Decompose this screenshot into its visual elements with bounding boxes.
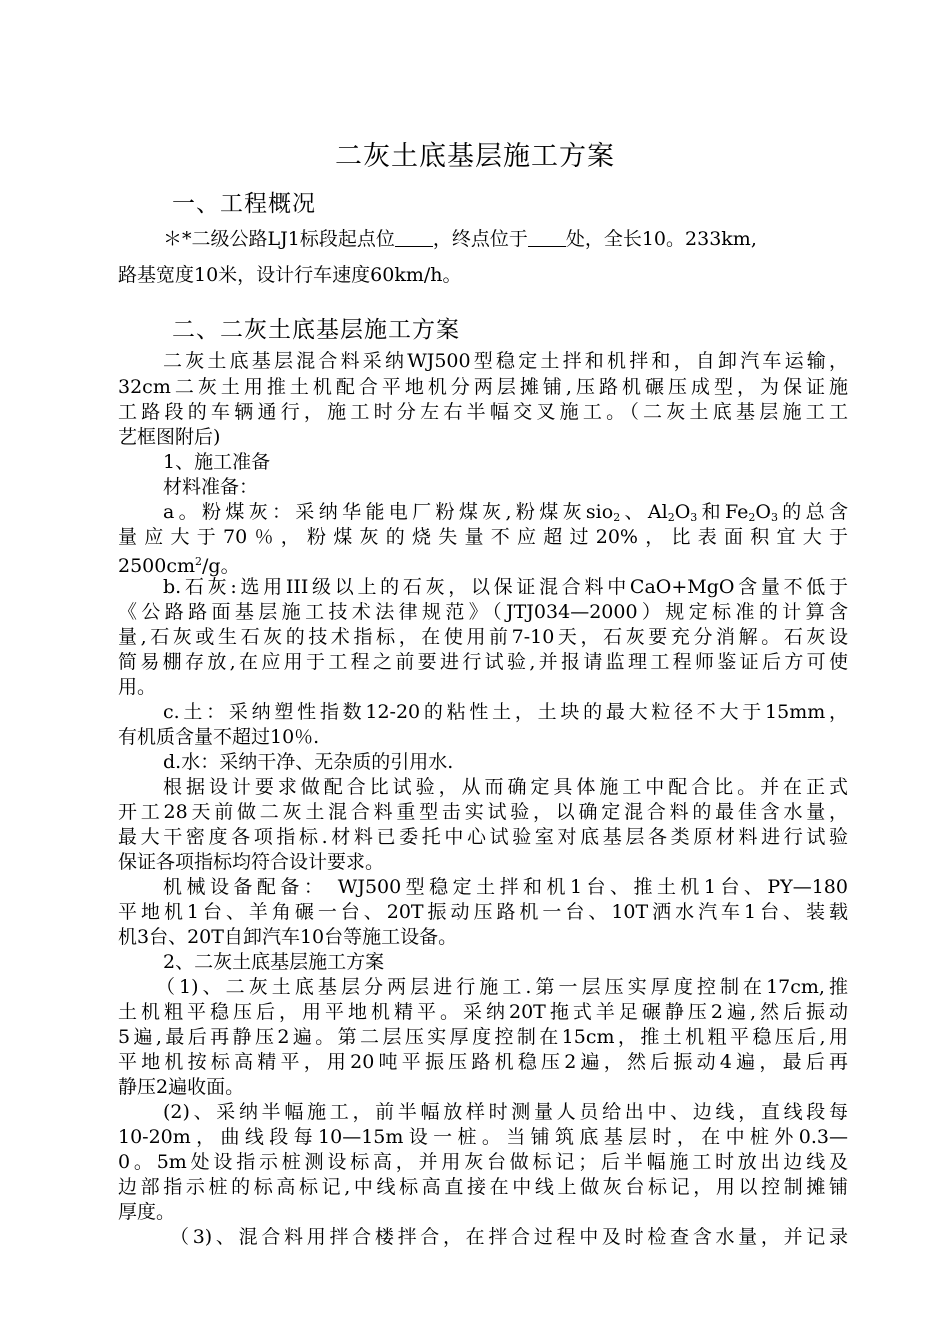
subheading-construction: 2、二灰土底基层施工方案: [163, 951, 385, 973]
paragraph-line: 平地机1台、羊角碾一台、20T振动压路机一台、10T洒水汽车1台、装载: [118, 901, 848, 923]
paragraph-line: 平地机按标高精平，用20吨平振压路机稳压2遍，然后振动4遍，最后再: [118, 1051, 848, 1073]
document-title: 二灰土底基层施工方案: [335, 141, 615, 172]
flyash-text: a。粉煤灰：采纳华能电厂粉煤灰,粉煤灰sio: [163, 501, 614, 523]
overview-text-b: ，终点位于: [432, 228, 528, 250]
subscript: 3: [770, 511, 778, 524]
blank-field-end: [528, 228, 566, 247]
paragraph-line: d.水：采纳干净、无杂质的引用水.: [163, 751, 454, 773]
paragraph-line: 32cm二灰土用推土机配合平地机分两层摊铺,压路机碾压成型，为保证施: [118, 376, 848, 398]
paragraph-line: 机3台、20T自卸汽车10台等施工设备。: [118, 926, 458, 948]
paragraph-line: 量应大于70％，粉煤灰的烧失量不应超过20%，比表面积宜大于: [118, 526, 848, 548]
paragraph-line: 厚度。: [118, 1201, 176, 1223]
paragraph-line: 根据设计要求做配合比试验，从而确定具体施工中配合比。并在正式: [163, 776, 848, 798]
paragraph-line: 静压2遍收面。: [118, 1076, 245, 1098]
materials-label: 材料准备：: [163, 476, 259, 498]
paragraph-line: 艺框图附后): [118, 426, 221, 448]
paragraph-line: c.土：采纳塑性指数12-20的粘性土，土块的最大粒径不大于15mm，: [163, 701, 848, 723]
flyash-text: O: [755, 501, 771, 523]
flyash-text: 和Fe: [697, 501, 749, 523]
subscript: 2: [748, 511, 756, 524]
paragraph-line: 5遍,最后再静压2遍。第二层压实厚度控制在15cm，推土机粗平稳压后,用: [118, 1026, 848, 1048]
subscript: 2: [667, 511, 675, 524]
paragraph-line: 最大干密度各项指标.材料已委托中心试验室对底基层各类原材料进行试验: [118, 826, 848, 848]
section-heading-plan: 二、二灰土底基层施工方案: [172, 317, 460, 343]
overview-text-a: ＊*二级公路LJ1标段起点位: [163, 228, 395, 250]
paragraph-line: 简易棚存放,在应用于工程之前要进行试验,并报请监理工程师鉴证后方可使: [118, 651, 848, 673]
paragraph-line: 土机粗平稳压后，用平地机精平。采纳20T拖式羊足碾静压2遍,然后振动: [118, 1001, 848, 1023]
flyash-text: 、Al: [620, 501, 668, 523]
flyash-text: 2500cm: [118, 555, 196, 577]
superscript: 2: [195, 555, 203, 568]
blank-field-start: [395, 228, 433, 247]
flyash-text: /g。: [202, 555, 240, 577]
subscript: 2: [613, 511, 621, 524]
flyash-text: O: [674, 501, 691, 523]
paragraph-line: 10-20m，曲线段每10—15m设一桩。当铺筑底基层时，在中桩外0.3—: [118, 1126, 848, 1148]
paragraph-line: 0。5m处设指示桩测设标高，并用灰台做标记；后半幅施工时放出边线及: [118, 1151, 848, 1173]
paragraph-line: 二灰土底基层混合料采纳WJ500型稳定土拌和机拌和，自卸汽车运输，: [163, 350, 848, 372]
paragraph-line: b.石灰:选用III级以上的石灰，以保证混合料中CaO+MgO含量不低于: [163, 576, 848, 598]
overview-line-2: 路基宽度10米，设计行车速度60km/h。: [118, 264, 462, 286]
paragraph-line: 开工28天前做二灰土混合料重型击实试验，以确定混合料的最佳含水量，: [118, 801, 848, 823]
section-heading-overview: 一、工程概况: [172, 191, 316, 217]
paragraph-line: 边部指示桩的标高标记,中线标高直接在中线上做灰台标记，用以控制摊铺: [118, 1176, 848, 1198]
paragraph-line: 有机质含量不超过10％.: [118, 726, 320, 748]
subscript: 3: [690, 511, 698, 524]
paragraph-line: 《公路路面基层施工技术法律规范》（JTJ034—2000）规定标准的计算含: [118, 601, 848, 623]
paragraph-line: 保证各项指标均符合设计要求。: [118, 851, 385, 873]
overview-line-1: [163, 226, 848, 252]
paragraph-line: 工路段的车辆通行，施工时分左右半幅交叉施工。（二灰土底基层施工工: [118, 401, 848, 423]
paragraph-line: （3)、混合料用拌合楼拌合，在拌合过程中及时检查含水量，并记录: [170, 1226, 848, 1248]
paragraph-line: 量,石灰或生石灰的技术指标，在使用前7-10天，石灰要充分消解。石灰设: [118, 626, 848, 648]
subheading-preparation: 1、施工准备: [163, 451, 271, 473]
paragraph-line: 机械设备配备： WJ500型稳定土拌和机1台、推土机1台、PY—180: [163, 876, 848, 898]
paragraph-line: 用。: [118, 676, 157, 698]
paragraph-line: (2)、采纳半幅施工，前半幅放样时测量人员给出中、边线，直线段每: [163, 1101, 848, 1123]
overview-text-c: 处，全长10。233km,: [565, 228, 757, 250]
paragraph-line: （1)、二灰土底基层分两层进行施工.第一层压实厚度控制在17cm,推: [156, 976, 848, 998]
flyash-text: 的总含: [777, 501, 848, 523]
